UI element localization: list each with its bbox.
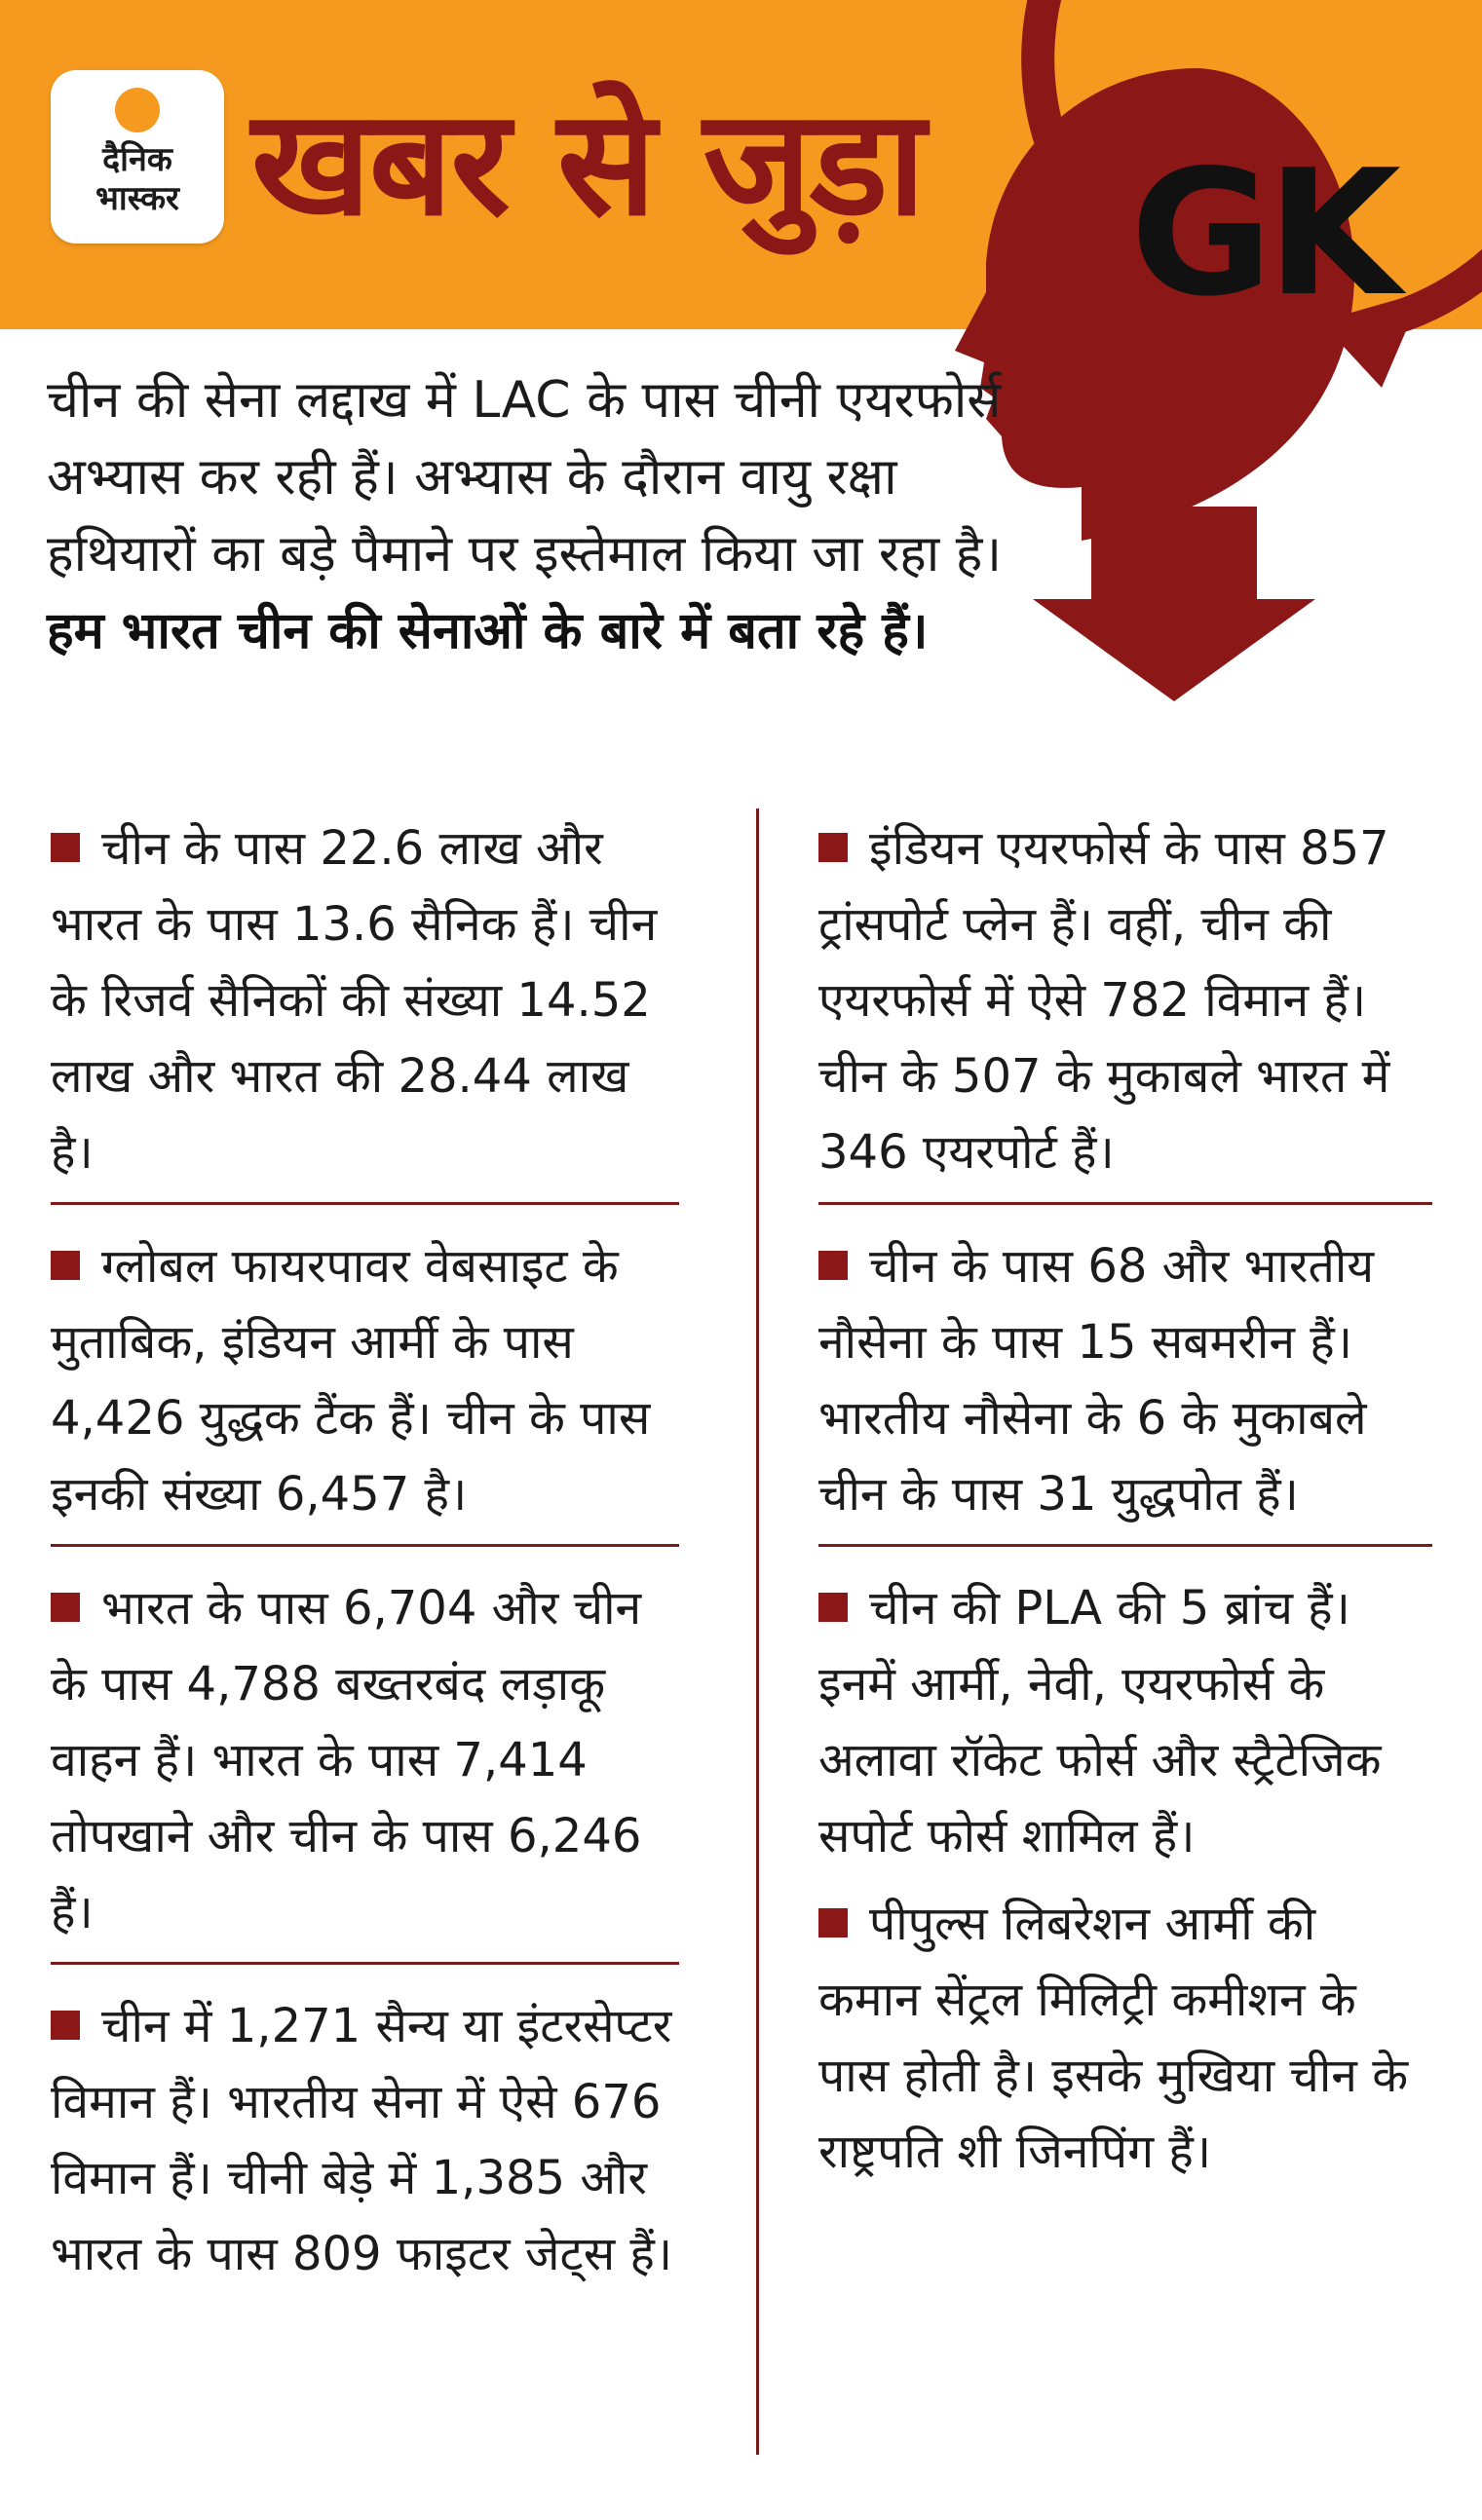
fact-item <box>818 810 1432 1202</box>
divider <box>51 1202 679 1205</box>
divider <box>818 1202 1432 1205</box>
intro-text: चीन की सेना लद्दाख में LAC के पास चीनी एयरफोर्स अभ्यास कर रही हैं। अभ्यास के दौरान वायु रक्षा हथियारों का बड़े पैमाने पर इस्तेमाल किया जा रहा है। <box>47 371 1003 583</box>
fact-item <box>51 810 679 1202</box>
page-title: खबर से जुड़ा <box>251 79 924 248</box>
bullet-square-icon <box>818 1251 848 1280</box>
bullet-square-icon <box>818 1908 848 1937</box>
down-arrow-icon <box>1033 507 1315 701</box>
bullet-square-icon <box>51 2011 80 2040</box>
fact-text: चीन की PLA की 5 ब्रांच हैं। इनमें आर्मी, नेवी, एयरफोर्स के अलावा रॉकेट फोर्स और स्ट्रैटेजिक सपोर्ट फोर्स शामिल हैं। <box>818 1581 1382 1863</box>
fact-item <box>818 1886 1432 2201</box>
column-divider <box>756 809 759 2455</box>
divider <box>51 1544 679 1547</box>
bullet-square-icon <box>51 1251 80 1280</box>
right-column <box>818 810 1432 2201</box>
fact-text: पीपुल्स लिबरेशन आर्मी की कमान सेंट्रल मिलिट्री कमीशन के पास होती है। इसके मुखिया चीन के राष्ट्रपति शी जिनपिंग हैं। <box>818 1897 1409 2179</box>
fact-text: चीन में 1,271 सैन्य या इंटरसेप्टर विमान हैं। भारतीय सेना में ऐसे 676 विमान हैं। चीनी बेड़े में 1,385 और भारत के पास 809 फाइटर जेट्स हैं। <box>51 1999 673 2281</box>
bullet-square-icon <box>51 1593 80 1622</box>
fact-text: ग्लोबल फायरपावर वेबसाइट के मुताबिक, इंडियन आर्मी के पास 4,426 युद्धक टैंक हैं। चीन के पास इनकी संख्या 6,457 है। <box>51 1239 651 1522</box>
divider <box>51 1962 679 1965</box>
gk-badge: GK <box>1130 132 1396 334</box>
logo-text-line2: भास्कर <box>95 179 179 218</box>
fact-item <box>51 1570 679 1962</box>
fact-text: भारत के पास 6,704 और चीन के पास 4,788 बख्तरबंद लड़ाकू वाहन हैं। भारत के पास 7,414 तोपखाने और चीन के पास 6,246 हैं। <box>51 1581 642 1939</box>
fact-text: चीन के पास 22.6 लाख और भारत के पास 13.6 सैनिक हैं। चीन के रिजर्व सैनिकों की संख्या 14.52 लाख और भारत की 28.44 लाख है। <box>51 821 658 1180</box>
fact-item <box>51 1228 679 1544</box>
bullet-square-icon <box>818 1593 848 1622</box>
fact-item <box>818 1228 1432 1544</box>
bullet-square-icon <box>51 833 80 862</box>
left-column <box>51 810 679 2304</box>
bullet-square-icon <box>818 833 848 862</box>
fact-item <box>818 1570 1432 1886</box>
fact-text: चीन के पास 68 और भारतीय नौसेना के पास 15 सबमरीन हैं। भारतीय नौसेना के 6 के मुकाबले चीन के पास 31 युद्धपोत हैं। <box>818 1239 1375 1522</box>
fact-text: इंडियन एयरफोर्स के पास 857 ट्रांसपोर्ट प्लेन हैं। वहीं, चीन की एयरफोर्स में ऐसे 782 विमान हैं। चीन के 507 के मुकाबले भारत में 346 एयरपोर्ट हैं। <box>818 821 1390 1180</box>
intro-paragraph <box>47 362 1060 670</box>
divider <box>818 1544 1432 1547</box>
fact-item <box>51 1988 679 2304</box>
intro-bold-text: हम भारत चीन की सेनाओं के बारे में बता रहे हैं। <box>47 602 929 660</box>
logo-text-line1: दैनिक <box>102 140 172 179</box>
